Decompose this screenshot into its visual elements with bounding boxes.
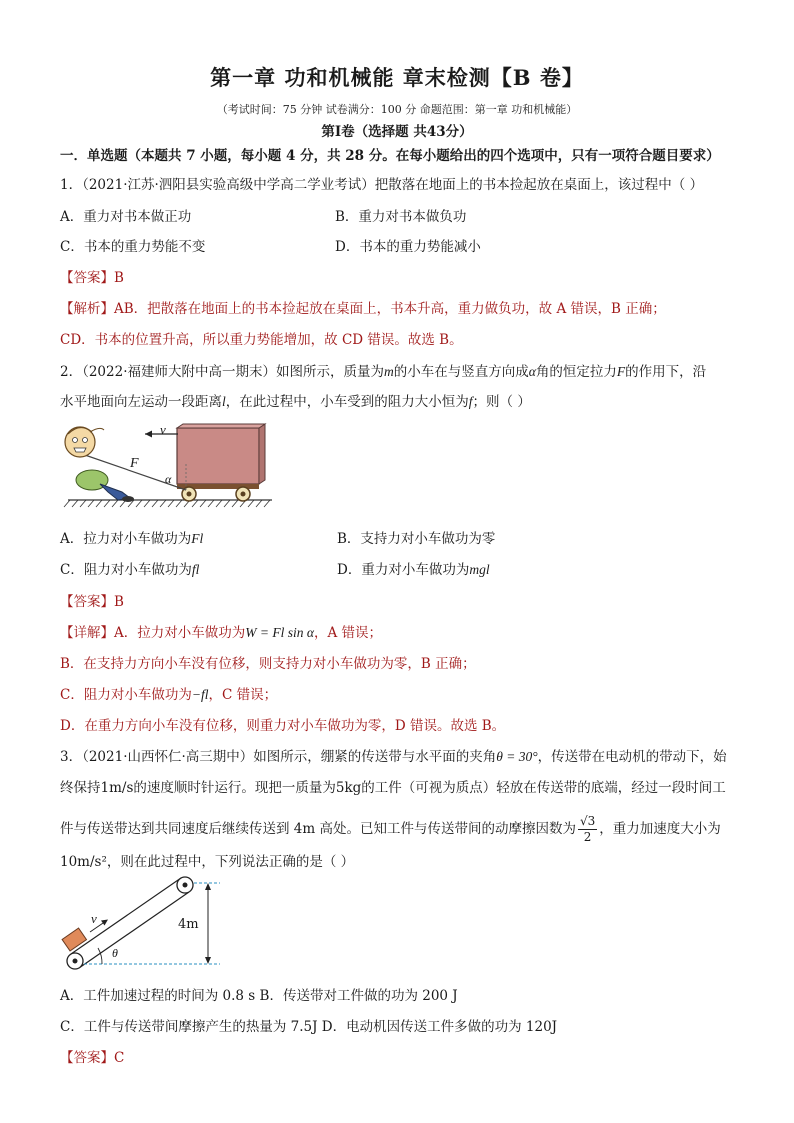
- q3-fraction: $\frac{√3}{2}$: [579, 814, 596, 844]
- q2-figure-v-label: v: [160, 422, 166, 437]
- q2-answer: 【答案】B: [60, 594, 124, 610]
- q3-stem-line-1: 3．（2021·山西怀仁·高三期中）如图所示，绷紧的传送带与水平面的夹角θ = 30°，传送带在电动机的带动下，始: [60, 749, 727, 765]
- q3-figure-conveyor: [60, 872, 230, 972]
- q3-options-ab: A．工件加速过程的时间为 0.8 s B．传送带对工件做的功为 200 J: [60, 988, 458, 1004]
- q3-figure-height-label: 4m: [178, 917, 199, 932]
- q2-figure-cart: [60, 420, 280, 515]
- q1-analysis-line-1: 【解析】AB．把散落在地面上的书本捡起放在桌面上，书本升高，重力做负功，故 A 错误，B 正确；: [60, 301, 666, 317]
- q3-figure-v-label: v: [91, 911, 97, 926]
- q1-answer: 【答案】B: [60, 270, 124, 286]
- q3-options-cd: C．工件与传送带间摩擦产生的热量为 7.5J D．电动机因传送工件多做的功为 120J: [60, 1019, 558, 1035]
- part-heading: 一．单选题（本题共 7 小题，每小题 4 分，共 28 分。在每小题给出的四个选项中，只有一项符合题目要求）: [60, 148, 720, 164]
- exam-info: （考试时间：75 分钟 试卷满分：100 分 命题范围：第一章 功和机械能）: [216, 103, 578, 116]
- q2-detail-d: D．在重力方向小车没有位移，则重力对小车做功为零，D 错误。故选 B。: [60, 718, 506, 734]
- q3-stem-line-3: 件与传送带达到共同速度后继续传送到 4m 高处。已知工件与传送带间的动摩擦因数为 $\frac{√3}{2}$ ，重力加速度大小为: [60, 814, 721, 844]
- q2-option-c: C．阻力对小车做功为fl: [60, 562, 200, 578]
- q1-stem: 1．（2021·江苏·泗阳县实验高级中学高二学业考试）把散落在地面上的书本捡起放在桌面上，该过程中（ ）: [60, 177, 704, 193]
- q3-stem-line-2: 终保持1m/s的速度顺时针运行。现把一质量为5kg的工件（可视为质点）轻放在传送带的底端，经过一段时间工: [60, 780, 726, 796]
- q2-detail-a: 【详解】A．拉力对小车做功为W = Fl sin α，A 错误；: [60, 625, 382, 641]
- q2-stem-line-1: 2．（2022·福建师大附中高一期末）如图所示，质量为m的小车在与竖直方向成α角的恒定拉力F的作用下，沿: [60, 364, 707, 380]
- q3-answer: 【答案】C: [60, 1050, 125, 1066]
- q3-figure-theta-label: θ: [112, 946, 118, 960]
- q1-option-a: A．重力对书本做正功: [60, 209, 192, 225]
- q1-option-d: D．书本的重力势能减小: [335, 239, 481, 255]
- q2-option-d: D．重力对小车做功为mgl: [337, 562, 490, 578]
- q1-analysis-line-2: CD．书本的位置升高，所以重力势能增加，故 CD 错误。故选 B。: [60, 332, 463, 348]
- q1-option-c: C．书本的重力势能不变: [60, 239, 206, 255]
- q2-detail-c: C．阻力对小车做功为−fl，C 错误；: [60, 687, 278, 703]
- q2-option-a: A．拉力对小车做功为Fl: [60, 531, 204, 547]
- q2-figure-alpha-label: α: [165, 472, 172, 486]
- q1-option-b: B．重力对书本做负功: [335, 209, 467, 225]
- q3-stem-line-4: 10m/s²，则在此过程中，下列说法正确的是（ ）: [60, 854, 355, 870]
- section-heading: 第Ⅰ卷（选择题 共43分）: [321, 124, 473, 140]
- q2-option-b: B．支持力对小车做功为零: [337, 531, 496, 547]
- q2-detail-b: B．在支持力方向小车没有位移，则支持力对小车做功为零，B 正确；: [60, 656, 476, 672]
- q2-figure-f-label: F: [130, 456, 139, 471]
- q2-stem-line-2: 水平地面向左运动一段距离l，在此过程中，小车受到的阻力大小恒为f；则（ ）: [60, 394, 531, 410]
- page-title: 第一章 功和机械能 章末检测【B 卷】: [210, 65, 584, 90]
